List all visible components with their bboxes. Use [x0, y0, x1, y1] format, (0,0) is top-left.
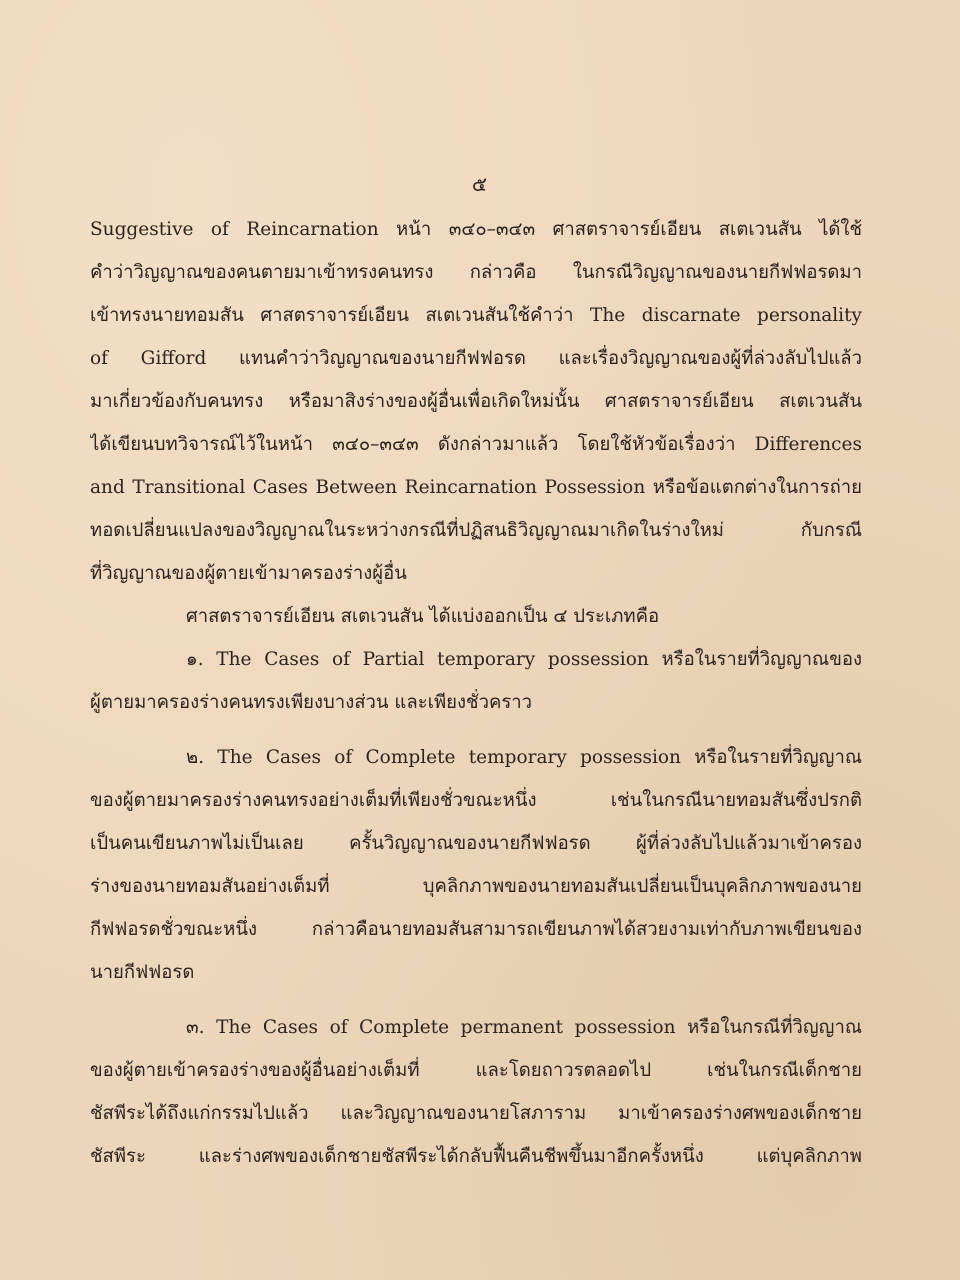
list-item-line: ๒. The Cases of Complete temporary possession หรือในรายที่วิญญาณ — [186, 747, 862, 768]
list-item-line: ๑. The Cases of Partial temporary possession หรือในรายที่วิญญาณของ — [186, 649, 862, 670]
list-item-line: ของผู้ตายเข้าครองร่างของผู้อื่นอย่างเต็มที่ และโดยถาวรตลอดไป เช่นในกรณีเด็กชาย — [90, 1060, 862, 1081]
list-item-line: ๓. The Cases of Complete permanent possession หรือในกรณีที่วิญญาณ — [186, 1017, 862, 1038]
paragraph-line: ศาสตราจารย์เอียน สเตเวนสัน ได้แบ่งออกเป็น ๔ ประเภทคือ — [186, 606, 660, 627]
list-item-line: นายกีฟฟอรด — [90, 962, 195, 983]
paragraph-line: ที่วิญญาณของผู้ตายเข้ามาครองร่างผู้อื่น — [90, 563, 407, 584]
paragraph-line: of Gifford แทนคำว่าวิญญาณของนายกีฟฟอรด และเรื่องวิญญาณของผู้ที่ล่วงลับไปแล้ว — [90, 348, 862, 369]
list-item-line: ร่างของนายทอมสันอย่างเต็มที่ บุคลิกภาพของนายทอมสันเปลี่ยนเป็นบุคลิกภาพของนาย — [90, 876, 862, 897]
paragraph-line: คำว่าวิญญาณของคนตายมาเข้าทรงคนทรง กล่าวคือ ในกรณีวิญญาณของนายกีฟฟอรดมา — [90, 262, 862, 283]
list-item-line: กีฟฟอรดชั่วขณะหนึ่ง กล่าวคือนายทอมสันสามารถเขียนภาพได้สวยงามเท่ากับภาพเขียนของ — [90, 919, 862, 940]
list-item-line: ชัสพีระ และร่างศพของเด็กชายชัสพีระได้กลับฟื้นคืนชีพขึ้นมาอีกครั้งหนึ่ง แต่บุคลิกภาพ — [90, 1146, 862, 1167]
paragraph-line: เข้าทรงนายทอมสัน ศาสตราจารย์เอียน สเตเวนสันใช้คำว่า The discarnate personality — [90, 305, 862, 326]
body-text — [90, 208, 862, 1178]
list-item-line: เป็นคนเขียนภาพไม่เป็นเลย ครั้นวิญญาณของนายกีฟฟอรด ผู้ที่ล่วงลับไปแล้วมาเข้าครอง — [90, 833, 862, 854]
paragraph-line: ทอดเปลี่ยนแปลงของวิญญาณในระหว่างกรณีที่ปฏิสนธิวิญญาณมาเกิดในร่างใหม่ กับกรณี — [90, 520, 862, 541]
page-number: ๕ — [471, 172, 489, 196]
list-item-line: ชัสพีระได้ถึงแก่กรรมไปแล้ว และวิญญาณของนายโสภาราม มาเข้าครองร่างศพของเด็กชาย — [90, 1103, 862, 1124]
paragraph-line: Suggestive of Reincarnation หน้า ๓๔๐–๓๔๓ ศาสตราจารย์เอียน สเตเวนสัน ได้ใช้ — [90, 219, 862, 240]
paragraph-line: and Transitional Cases Between Reincarnation Possession หรือข้อแตกต่างในการถ่าย — [90, 477, 862, 498]
paragraph-line: ได้เขียนบทวิจารณ์ไว้ในหน้า ๓๔๐–๓๔๓ ดังกล่าวมาแล้ว โดยใช้หัวข้อเรื่องว่า Differences — [90, 434, 862, 455]
list-item-line: ของผู้ตายมาครองร่างคนทรงอย่างเต็มที่เพียงชั่วขณะหนึ่ง เช่นในกรณีนายทอมสันซึ่งปรกติ — [90, 790, 862, 811]
list-item-line: ผู้ตายมาครองร่างคนทรงเพียงบางส่วน และเพียงชั่วคราว — [90, 692, 533, 713]
paragraph-line: มาเกี่ยวข้องกับคนทรง หรือมาสิงร่างของผู้อื่นเพื่อเกิดใหม่นั้น ศาสตราจารย์เอียน สเตเวนสัน — [90, 391, 862, 412]
